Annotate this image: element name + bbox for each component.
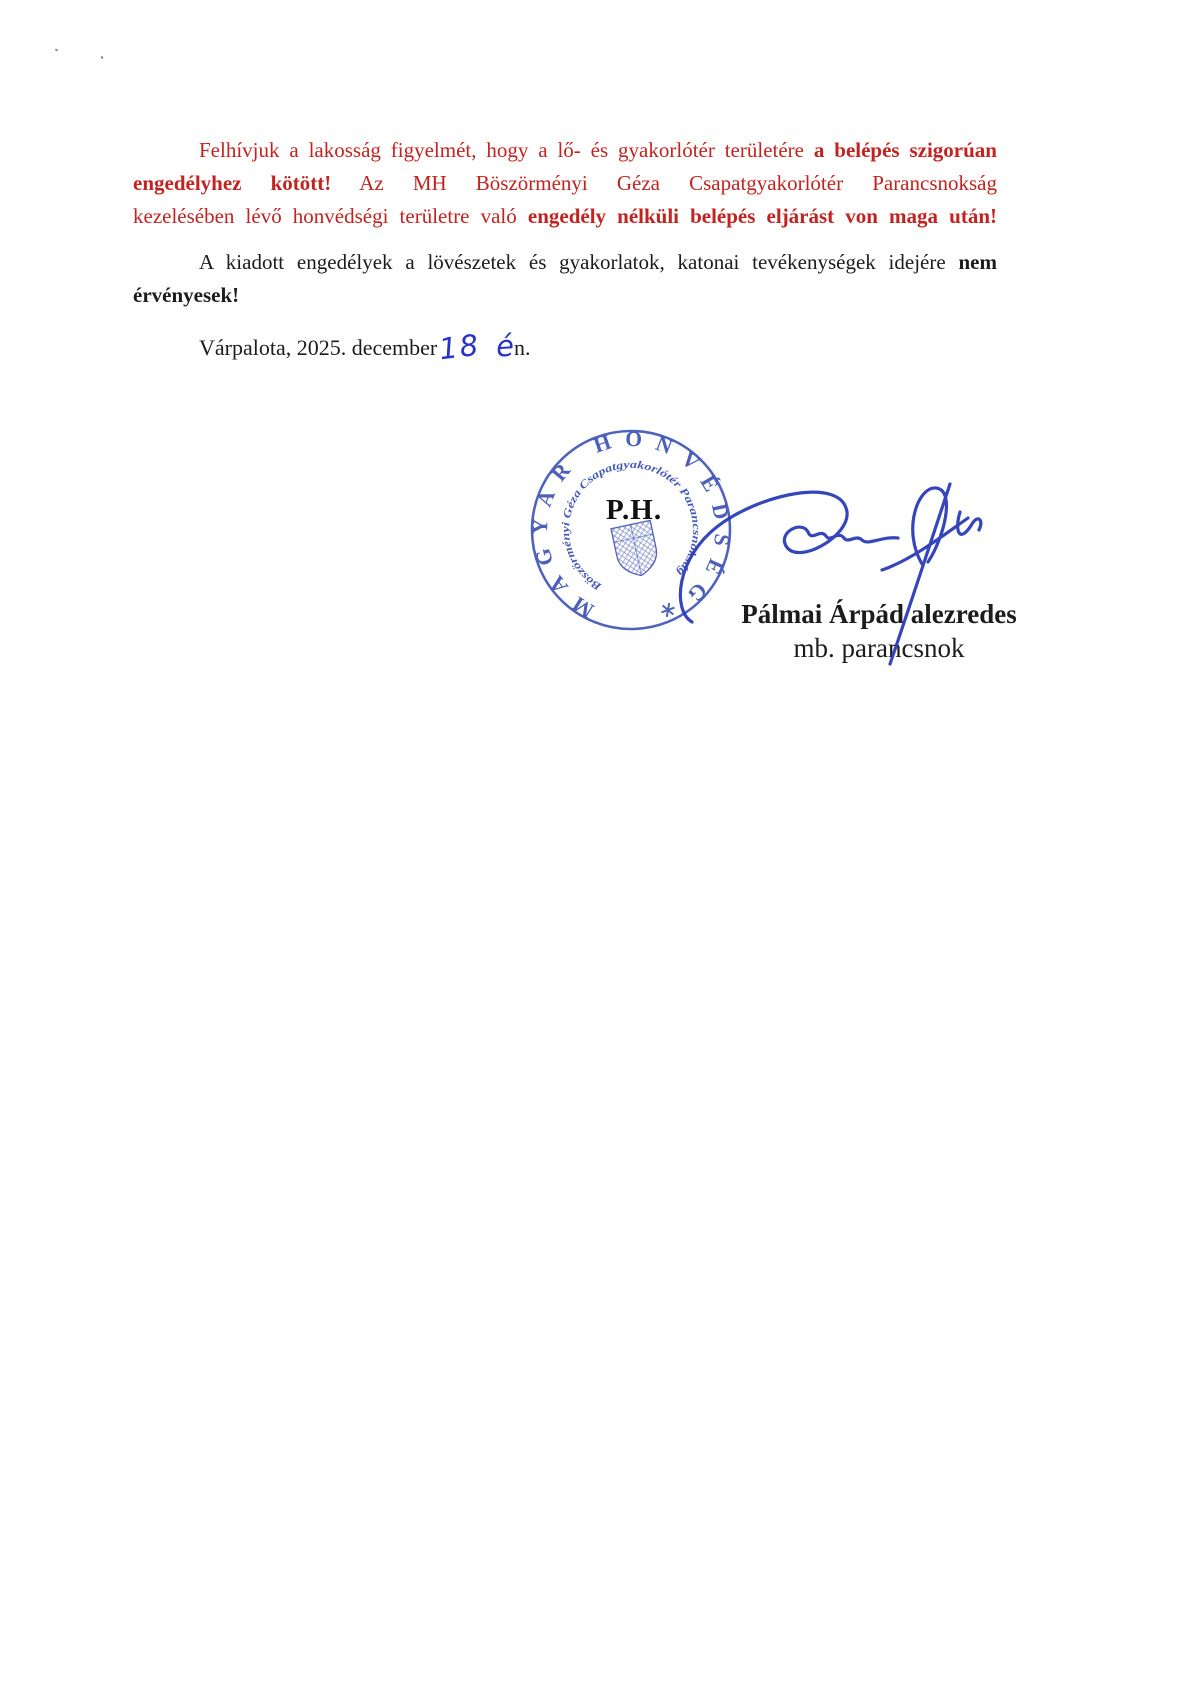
permits-text: A kiadott engedélyek a lövészetek és gyakorlatok, katonai tevékenységek idejére <box>199 250 959 274</box>
signature-scribble <box>660 468 990 678</box>
ph-seal-label: P.H. <box>606 494 663 526</box>
signer-title: mb. parancsnok <box>793 633 965 663</box>
red-warning-line-2 <box>133 167 997 200</box>
red-warning-bold-text: engedélyhez kötött! <box>133 171 332 195</box>
permits-line-2 <box>133 279 997 312</box>
date-line <box>133 327 531 367</box>
stamp-outer-ring-text: MAGYAR HONVÉDSÉG <box>528 426 735 623</box>
handwritten-suffix: é <box>495 328 516 364</box>
red-warning-line-3 <box>133 200 997 233</box>
date-printed-suffix: n. <box>513 335 531 360</box>
permits-line-1 <box>133 246 997 279</box>
handwritten-day: 18 <box>437 327 483 367</box>
permits-paragraph <box>133 246 997 312</box>
scan-speck <box>101 56 104 60</box>
red-warning-text: Felhívjuk a lakosság figyelmét, hogy a lő- és gyakorlótér területére <box>199 138 814 162</box>
red-warning-bold-text: engedély nélküli belépés eljárást von maga után! <box>527 204 998 228</box>
red-warning-text: kezelésében lévő honvédségi területre való <box>133 204 528 228</box>
permits-bold-text: nem <box>958 250 997 274</box>
hungarian-coat-of-arms-icon <box>611 520 661 579</box>
signer-name: Pálmai Árpád alezredes <box>741 599 1017 629</box>
red-warning-text: Az MH Böszörményi Géza Csapatgyakorlótér Parancsnokság <box>331 171 997 195</box>
permits-bold-text: érvényesek! <box>133 283 240 307</box>
date-printed-text: Várpalota, 2025. december <box>199 335 438 360</box>
scan-speck <box>55 48 59 51</box>
stamp-inner-ring-text: Böszörményi Géza Csapatgyakorlótér Parancsnokság <box>559 458 703 593</box>
red-warning-line-1 <box>133 134 997 167</box>
red-warning-paragraph <box>133 134 997 233</box>
red-warning-bold-text: a belépés szigorúan <box>813 138 997 162</box>
